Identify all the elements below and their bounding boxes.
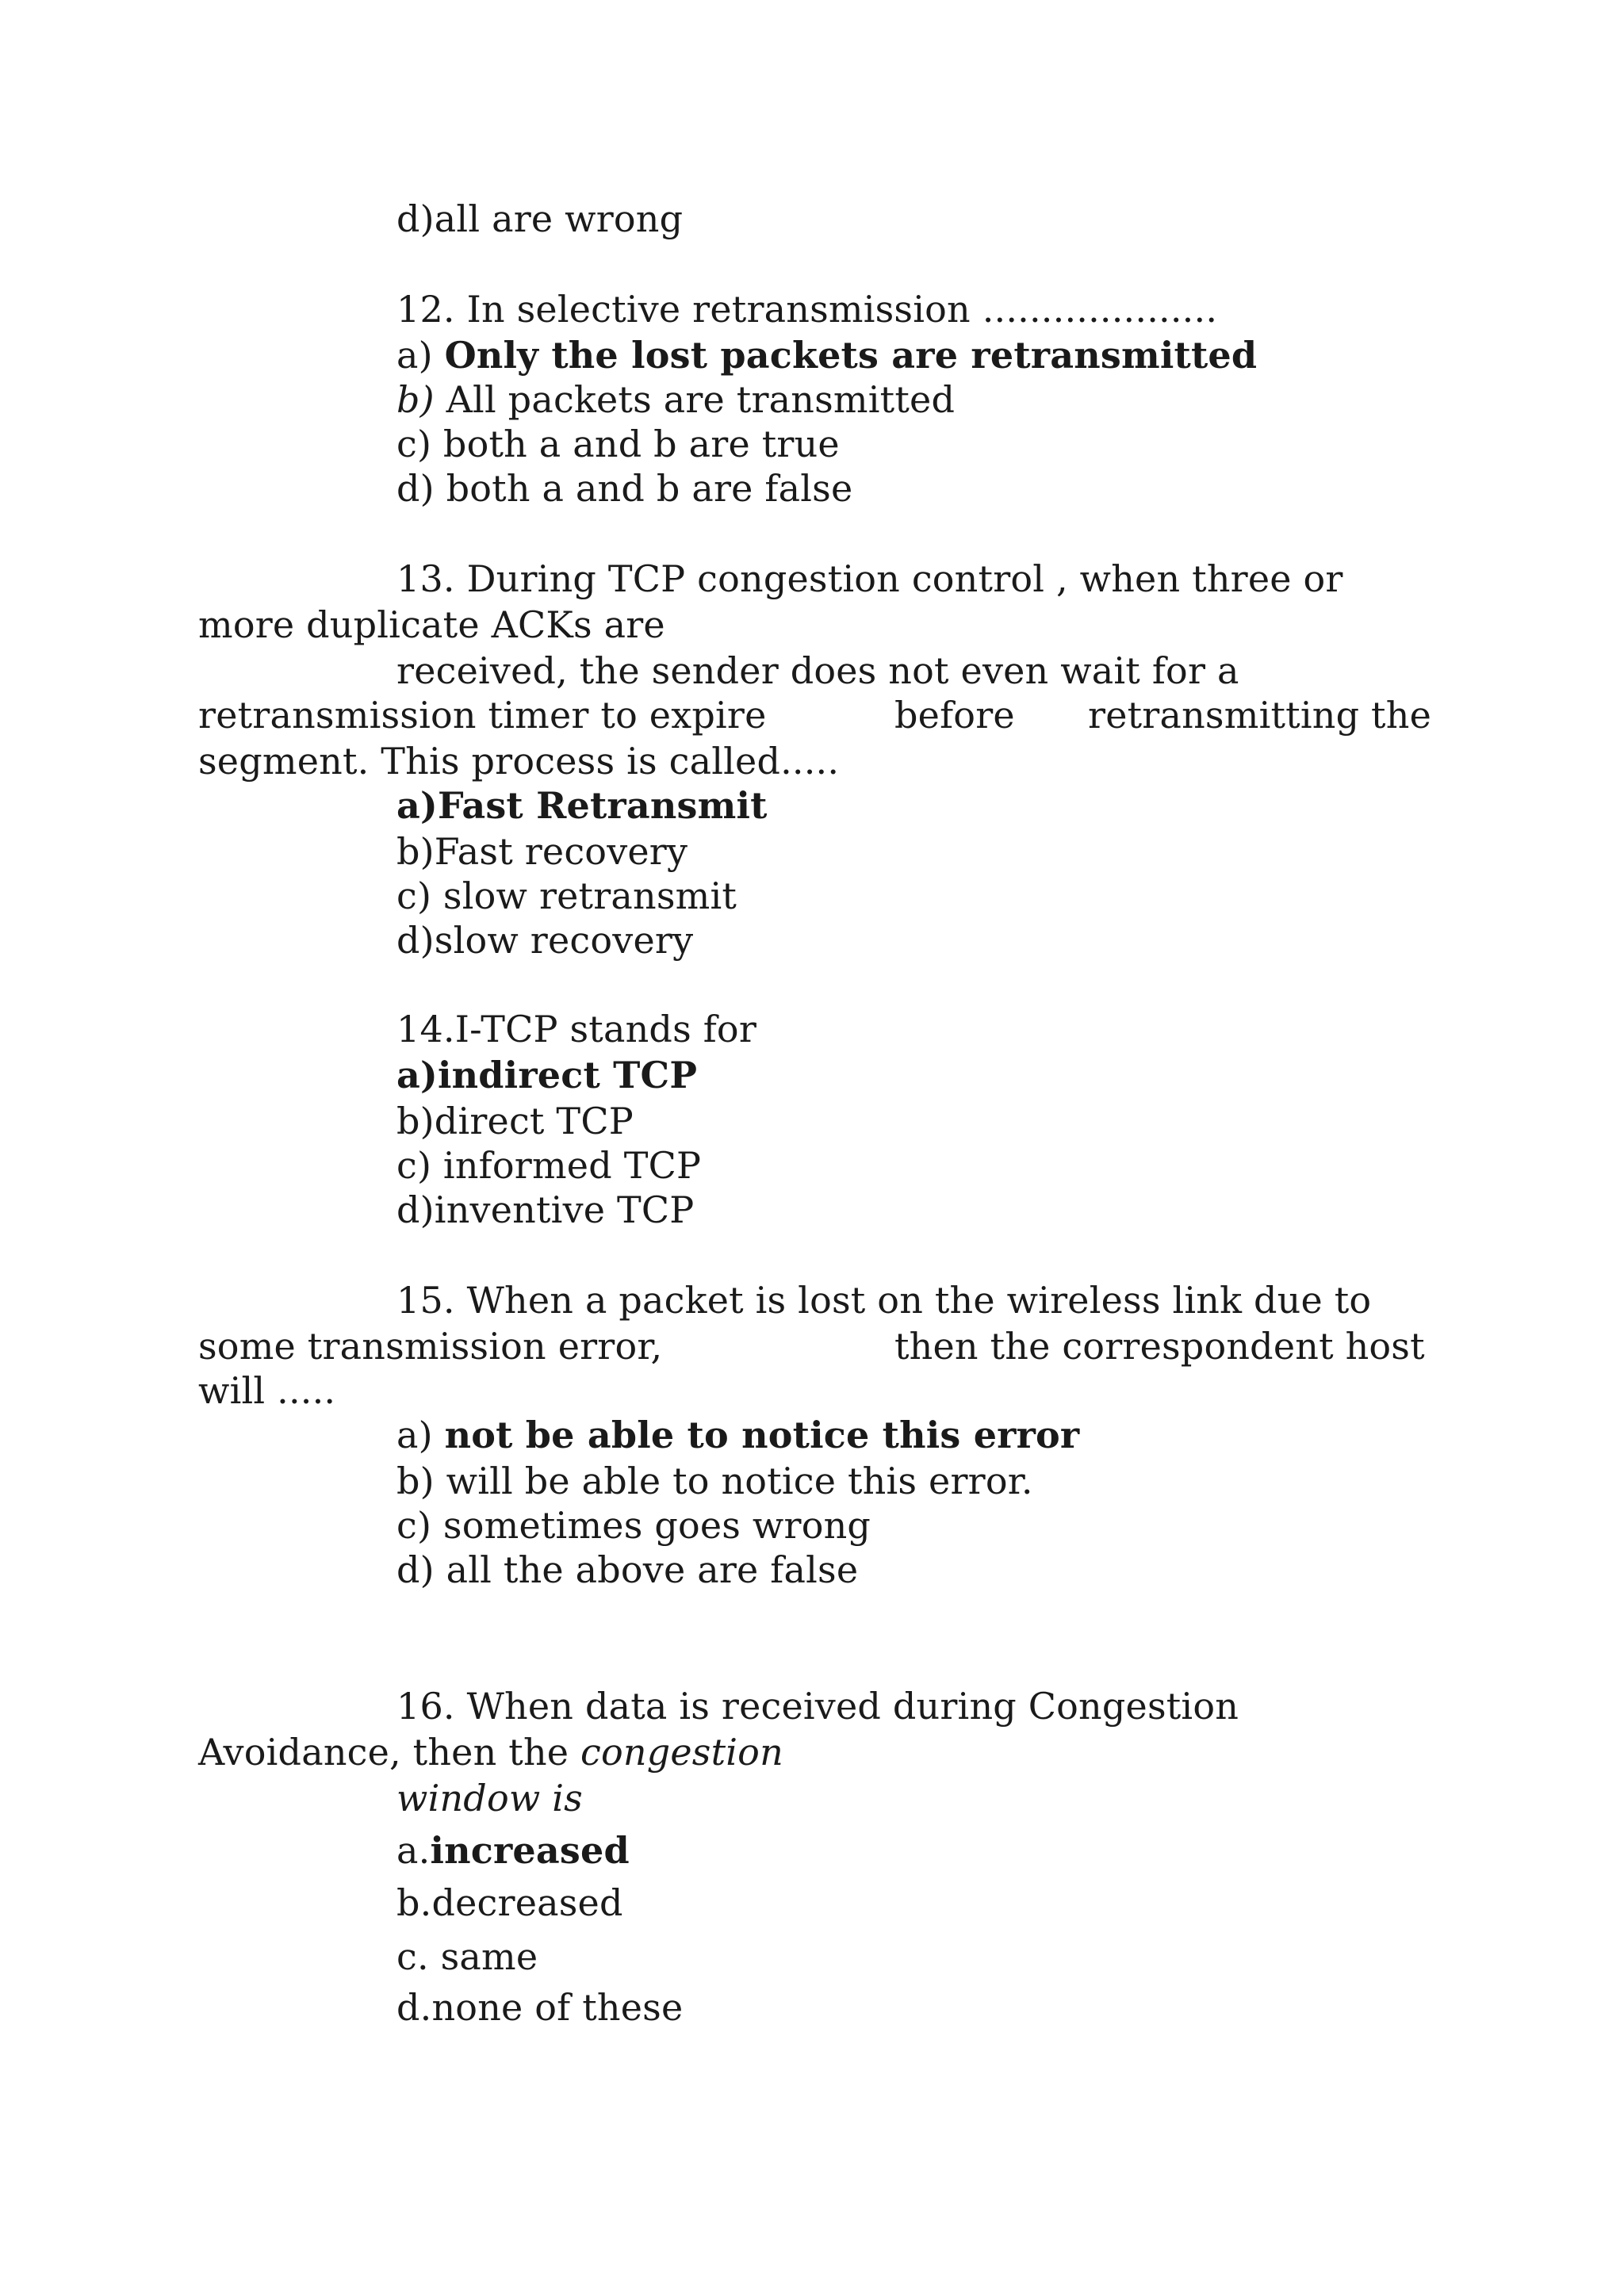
q16-option-a: [396, 1828, 630, 1873]
q14-option-d: d)inventive TCP: [396, 1188, 695, 1231]
q16-option-d: d.none of these: [396, 1986, 684, 2029]
q13-option-d: d)slow recovery: [396, 919, 694, 962]
q15-option-b: b) will be able to notice this error.: [396, 1460, 1033, 1502]
q12-option-b-prefix: b): [396, 378, 435, 421]
q16-question-line-1: 16. When data is received during Congestion: [396, 1685, 1239, 1728]
q13-question-line-4-b: before: [894, 694, 1015, 737]
q16-option-c: c. same: [396, 1935, 538, 1978]
q13-option-c: c) slow retransmit: [396, 874, 737, 917]
q15-question-line-2-b: then the correspondent host: [894, 1325, 1425, 1368]
q12-option-b: [396, 377, 955, 422]
q16-option-a-answer: increased: [430, 1829, 630, 1872]
q16-option-b: b.decreased: [396, 1881, 623, 1924]
q12-question: 12. In selective retransmission ....................: [396, 288, 1218, 331]
q13-option-a-answer: a)Fast Retransmit: [396, 784, 768, 827]
q12-option-d: d) both a and b are false: [396, 467, 853, 510]
q16-question-line-3: window is: [396, 1777, 583, 1820]
q15-question-line-3: will .....: [198, 1369, 336, 1412]
q13-question-line-2: more duplicate ACKs are: [198, 603, 665, 646]
q16-option-a-prefix: a.: [396, 1829, 431, 1872]
q15-question-line-2-a: some transmission error,: [198, 1325, 663, 1368]
q13-question-line-4-a: retransmission timer to expire: [198, 694, 767, 737]
q12-option-c: c) both a and b are true: [396, 423, 840, 465]
q14-question: 14.I-TCP stands for: [396, 1008, 757, 1050]
q11-option-d: d)all are wrong: [396, 197, 684, 240]
q15-option-a: [396, 1413, 1079, 1457]
q13-question-line-4-c: retransmitting the: [1088, 694, 1431, 737]
q12-option-b-text: All packets are transmitted: [434, 378, 956, 421]
q12-option-a-answer: Only the lost packets are retransmitted: [444, 334, 1258, 377]
q14-option-b: b)direct TCP: [396, 1100, 634, 1142]
q14-option-a-answer: a)indirect TCP: [396, 1054, 698, 1096]
q16-question-line-2-a: Avoidance, then the: [198, 1731, 581, 1774]
q13-option-b: b)Fast recovery: [396, 830, 688, 873]
q15-question-line-1: 15. When a packet is lost on the wireless link due to: [396, 1279, 1372, 1322]
q15-option-a-prefix: a): [396, 1414, 445, 1456]
q12-option-a-prefix: a): [396, 334, 445, 377]
q15-option-d: d) all the above are false: [396, 1548, 859, 1591]
q13-question-line-3: received, the sender does not even wait for a: [396, 649, 1239, 692]
q15-option-a-answer: not be able to notice this error: [444, 1414, 1080, 1456]
q15-option-c: c) sometimes goes wrong: [396, 1504, 871, 1547]
q14-option-c: c) informed TCP: [396, 1144, 702, 1187]
q13-question-line-5: segment. This process is called.....: [198, 740, 840, 783]
q16-question-line-2: [198, 1730, 783, 1774]
q12-option-a: [396, 333, 1257, 377]
q16-question-line-2-b: congestion: [580, 1731, 783, 1774]
q13-question-line-1: 13. During TCP congestion control , when three or: [396, 557, 1343, 600]
